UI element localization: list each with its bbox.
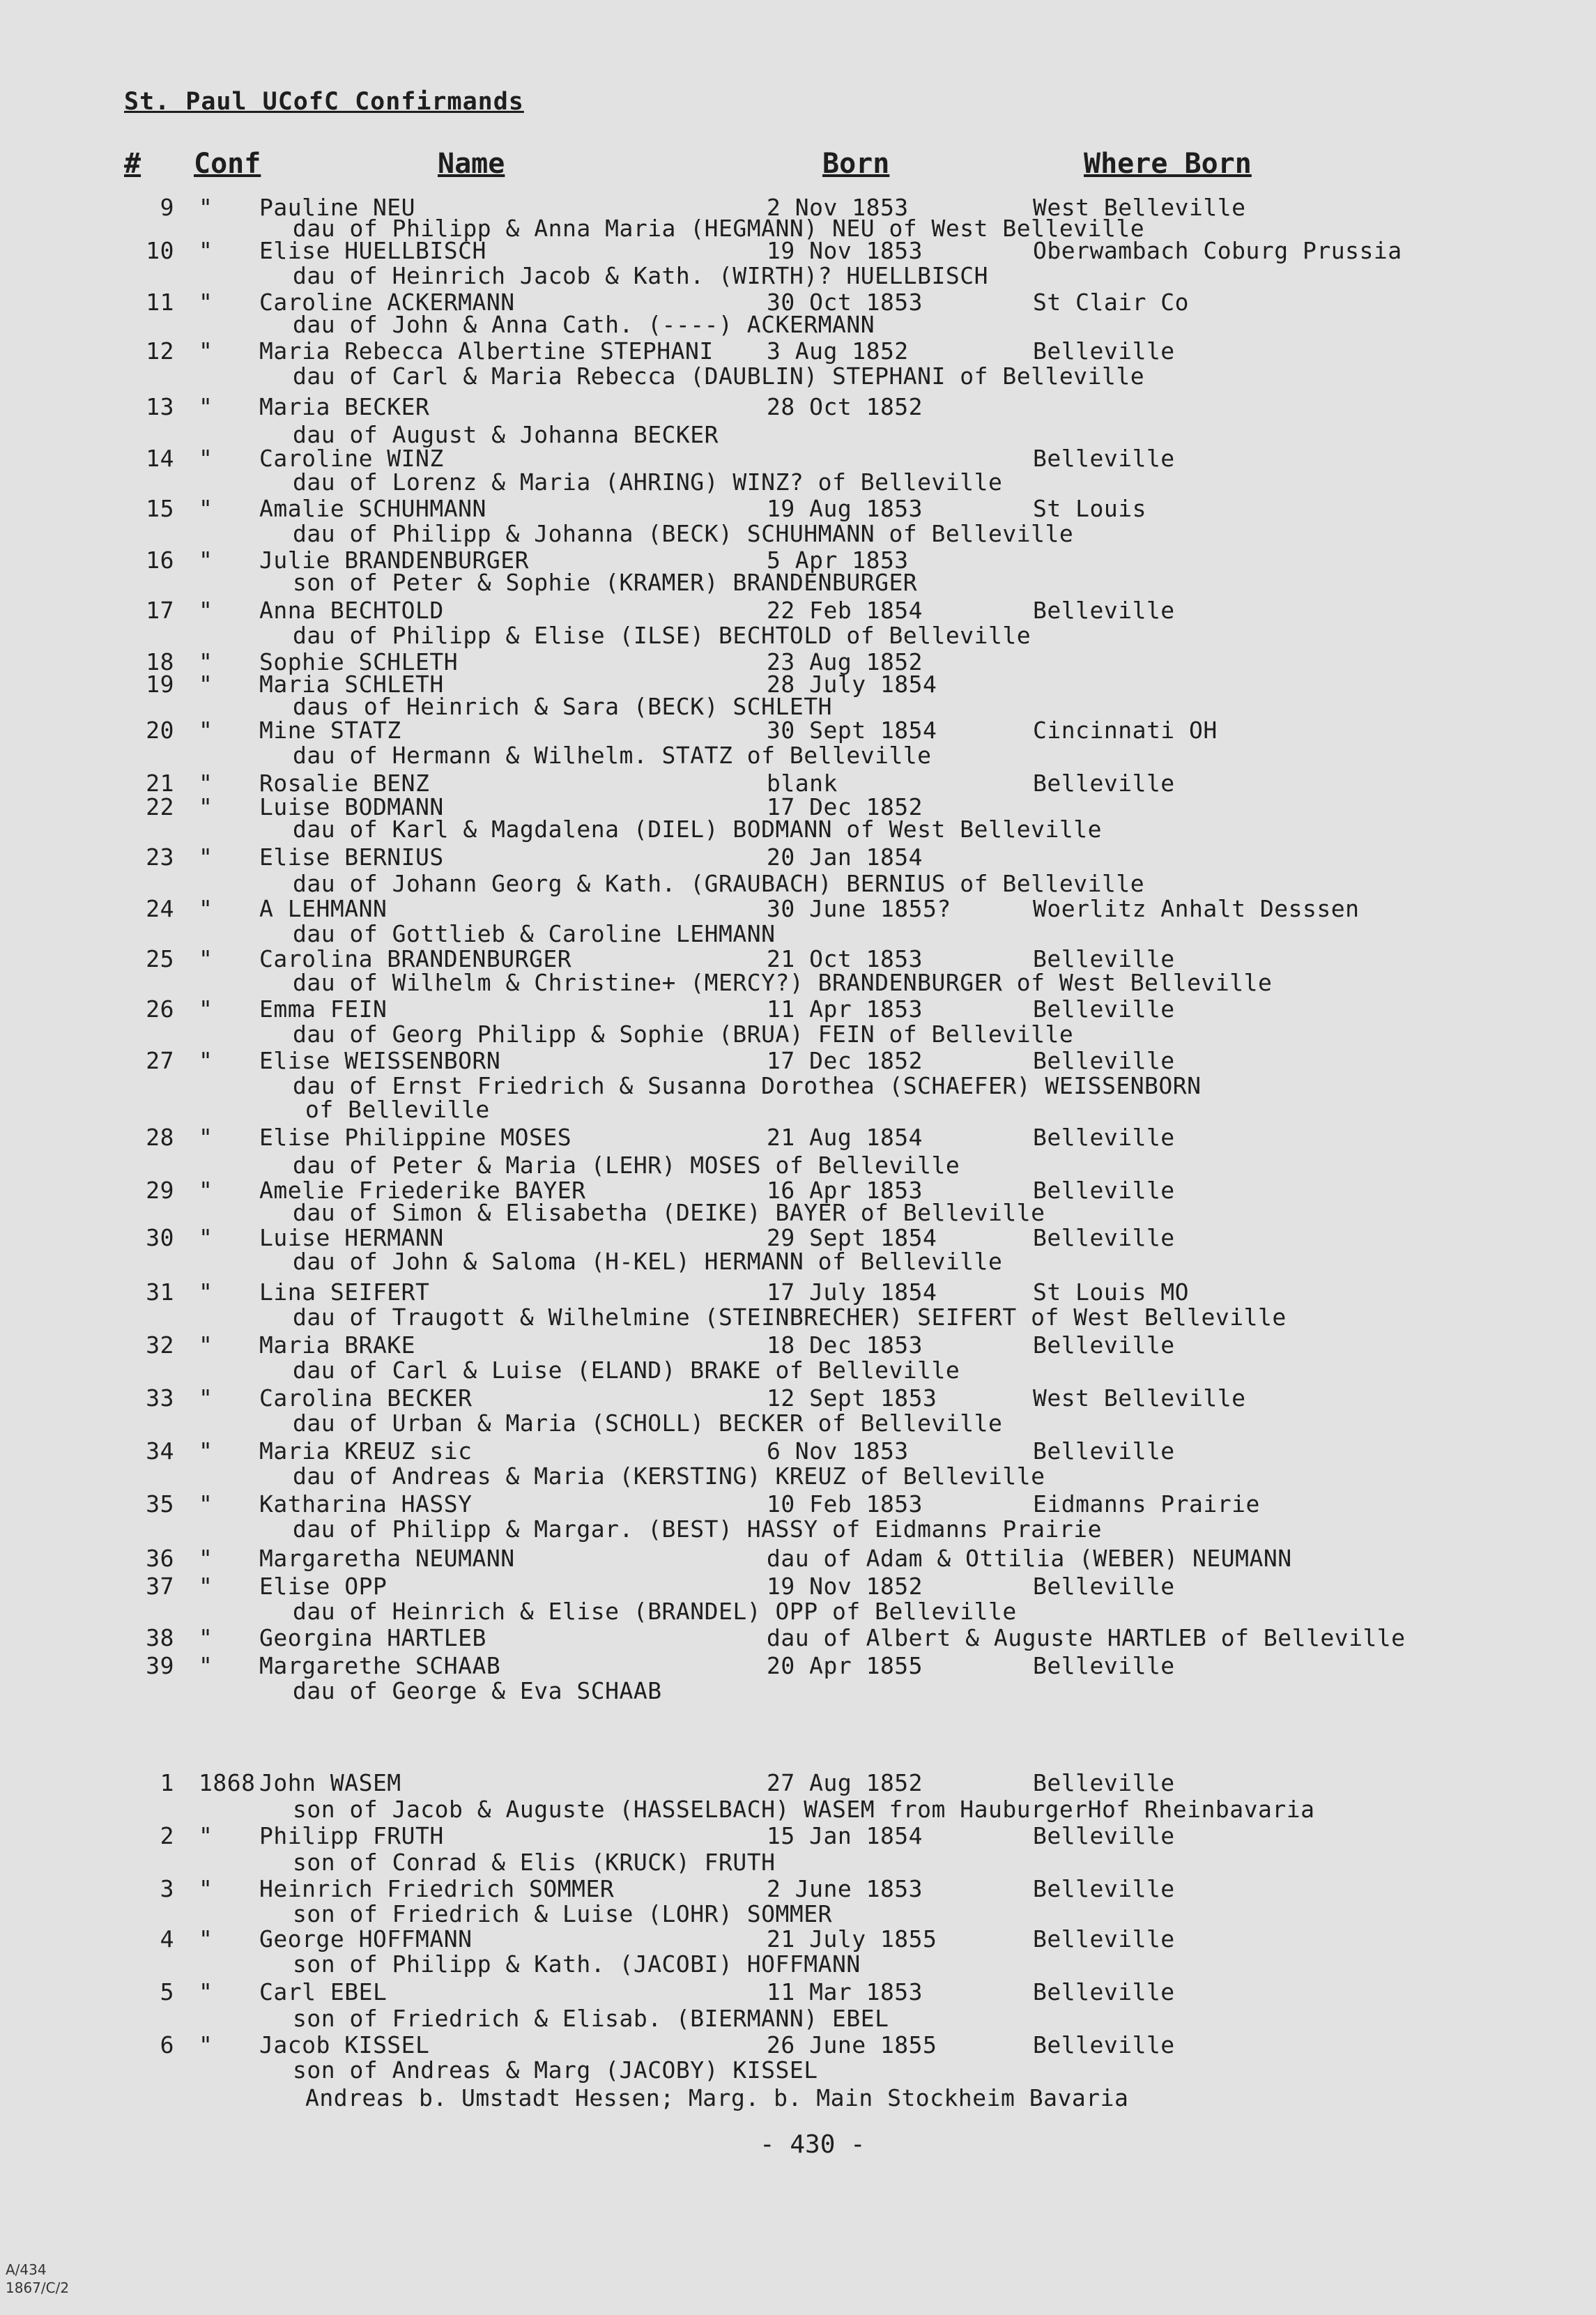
entry-where-born: St Louis — [1033, 495, 1146, 522]
entry-born: 30 Sept 1854 — [767, 717, 937, 744]
entry-born: 2 June 1853 — [767, 1875, 923, 1902]
entry-conf: " — [199, 1224, 213, 1251]
page-number: - 430 - — [760, 2130, 866, 2159]
entry-where-born: Belleville — [1033, 1573, 1175, 1600]
entry-born: 28 Oct 1852 — [767, 393, 923, 420]
entry-born: 30 Oct 1853 — [767, 289, 923, 316]
entry-conf: " — [199, 1624, 213, 1651]
entry-parents: dau of Philipp & Johanna (BECK) SCHUHMANN of Belleville — [293, 520, 1074, 547]
entry-number: 14 — [146, 445, 174, 472]
entry-conf: " — [199, 1437, 213, 1465]
header-conf: Conf — [194, 148, 261, 180]
entry-born: 2 Nov 1853 — [767, 194, 909, 221]
entry-name: Luise BODMANN — [259, 793, 444, 820]
entry-number: 1 — [160, 1769, 174, 1796]
entry-where-born: Belleville — [1033, 1047, 1175, 1074]
entry-name: Sophie SCHLETH — [259, 648, 459, 675]
entry-where-born: Belleville — [1033, 2031, 1175, 2058]
entry-born: 16 Apr 1853 — [767, 1177, 923, 1204]
entry-conf: " — [199, 1545, 213, 1572]
entry-name: George HOFFMANN — [259, 1925, 473, 1953]
entry-where-born: Cincinnati OH — [1033, 717, 1218, 744]
entry-number: 31 — [146, 1278, 174, 1306]
entry-conf: " — [199, 770, 213, 797]
entry-born: 10 Feb 1853 — [767, 1490, 923, 1518]
entry-number: 24 — [146, 895, 174, 922]
entry-born: dau of Adam & Ottilia (WEBER) NEUMANN — [767, 1545, 1292, 1572]
entry-where-born: Oberwambach Coburg Prussia — [1033, 237, 1402, 264]
entry-number: 21 — [146, 770, 174, 797]
entry-conf: " — [199, 843, 213, 871]
entry-conf: " — [199, 1822, 213, 1849]
entry-name: Carl EBEL — [259, 1978, 388, 2005]
entry-parents-continued: of Belleville — [305, 1096, 490, 1123]
entry-where-born: Belleville — [1033, 1978, 1175, 2005]
entry-parents: dau of Philipp & Margar. (BEST) HASSY of Eidmanns Prairie — [293, 1515, 1102, 1543]
entry-where-born: Belleville — [1033, 1822, 1175, 1849]
entry-parents: dau of Johann Georg & Kath. (GRAUBACH) BERNIUS of Belleville — [293, 870, 1145, 897]
entry-number: 11 — [146, 289, 174, 316]
entry-where-born: Belleville — [1033, 337, 1175, 365]
entry-conf: " — [199, 717, 213, 744]
entry-parents: dau of Georg Philipp & Sophie (BRUA) FEIN of Belleville — [293, 1021, 1074, 1048]
archive-reference-2: 1867/C/2 — [6, 2279, 70, 2296]
entry-number: 30 — [146, 1224, 174, 1251]
entry-conf: " — [199, 237, 213, 264]
entry-parents: dau of Hermann & Wilhelm. STATZ of Belleville — [293, 742, 932, 769]
entry-number: 28 — [146, 1124, 174, 1151]
page-title: St. Paul UCofC Confirmands — [124, 88, 524, 116]
entry-born: 19 Aug 1853 — [767, 495, 923, 522]
entry-conf: " — [199, 1573, 213, 1600]
entry-name: Emma FEIN — [259, 995, 388, 1023]
entry-conf: " — [199, 393, 213, 420]
entry-name: Jacob KISSEL — [259, 2031, 430, 2058]
entry-parents: dau of John & Anna Cath. (----) ACKERMANN — [293, 311, 875, 338]
entry-where-born: Belleville — [1033, 1652, 1175, 1679]
entry-parents: dau of Heinrich Jacob & Kath. (WIRTH)? HUELLBISCH — [293, 262, 989, 289]
entry-number: 19 — [146, 671, 174, 698]
entry-number: 36 — [146, 1545, 174, 1572]
entry-born: 22 Feb 1854 — [767, 597, 923, 624]
entry-conf: " — [199, 793, 213, 820]
entry-name: Elise BERNIUS — [259, 843, 444, 871]
entry-name: Pauline NEU — [259, 194, 416, 221]
entry-born: blank — [767, 770, 838, 797]
entry-conf: " — [199, 1490, 213, 1518]
entry-name: Caroline WINZ — [259, 445, 444, 472]
entry-conf: " — [199, 194, 213, 221]
entry-conf: " — [199, 289, 213, 316]
archive-reference: A/434 — [6, 2261, 47, 2278]
entry-parents: son of Friedrich & Elisab. (BIERMANN) EBEL — [293, 2005, 889, 2032]
entry-where-born: Woerlitz Anhalt Desssen — [1033, 895, 1360, 922]
entry-name: Julie BRANDENBURGER — [259, 547, 529, 574]
entry-number: 38 — [146, 1624, 174, 1651]
entry-parents: dau of Heinrich & Elise (BRANDEL) OPP of Belleville — [293, 1598, 1017, 1625]
entry-number: 23 — [146, 843, 174, 871]
entry-born: 27 Aug 1852 — [767, 1769, 923, 1796]
entry-number: 39 — [146, 1652, 174, 1679]
entry-born: 6 Nov 1853 — [767, 1437, 909, 1465]
entry-conf: " — [199, 1652, 213, 1679]
entry-parents: daus of Heinrich & Sara (BECK) SCHLETH — [293, 693, 832, 720]
entry-name: Maria Rebecca Albertine STEPHANI — [259, 337, 714, 365]
entry-born: 19 Nov 1852 — [767, 1573, 923, 1600]
entry-number: 15 — [146, 495, 174, 522]
entry-born: 17 July 1854 — [767, 1278, 937, 1306]
entry-where-born: West Belleville — [1033, 1384, 1246, 1412]
entry-name: Maria SCHLETH — [259, 671, 444, 698]
entry-conf: 1868 — [199, 1769, 256, 1796]
entry-number: 6 — [160, 2031, 174, 2058]
entry-conf: " — [199, 1331, 213, 1359]
entry-born: dau of Albert & Auguste HARTLEB of Belleville — [767, 1624, 1406, 1651]
entry-name: Amalie SCHUHMANN — [259, 495, 486, 522]
entry-where-born: Belleville — [1033, 1177, 1175, 1204]
entry-conf: " — [199, 1047, 213, 1074]
entry-parents: dau of Simon & Elisabetha (DEIKE) BAYER of Belleville — [293, 1199, 1045, 1226]
entry-where-born: Belleville — [1033, 1124, 1175, 1151]
entry-born: 11 Apr 1853 — [767, 995, 923, 1023]
entry-born: 12 Sept 1853 — [767, 1384, 937, 1412]
entry-name: Rosalie BENZ — [259, 770, 430, 797]
entry-parents: son of Peter & Sophie (KRAMER) BRANDENBURGER — [293, 569, 918, 596]
entry-name: A LEHMANN — [259, 895, 388, 922]
entry-parents: son of Philipp & Kath. (JACOBI) HOFFMANN — [293, 1950, 861, 1978]
entry-parents-continued: Andreas b. Umstadt Hessen; Marg. b. Main Stockheim Bavaria — [305, 2084, 1129, 2111]
entry-where-born: Belleville — [1033, 445, 1175, 472]
entry-number: 33 — [146, 1384, 174, 1412]
entry-name: Heinrich Friedrich SOMMER — [259, 1875, 615, 1902]
entry-conf: " — [199, 1384, 213, 1412]
entry-where-born: Belleville — [1033, 945, 1175, 972]
entry-parents: dau of Andreas & Maria (KERSTING) KREUZ of Belleville — [293, 1462, 1045, 1490]
entry-number: 2 — [160, 1822, 174, 1849]
entry-number: 27 — [146, 1047, 174, 1074]
entry-born: 21 July 1855 — [767, 1925, 937, 1953]
entry-conf: " — [199, 2031, 213, 2058]
entry-name: Caroline ACKERMANN — [259, 289, 515, 316]
entry-parents: dau of Traugott & Wilhelmine (STEINBRECHER) SEIFERT of West Belleville — [293, 1304, 1287, 1331]
header-where-born: Where Born — [1084, 148, 1252, 180]
entry-parents: dau of Philipp & Elise (ILSE) BECHTOLD of Belleville — [293, 622, 1031, 649]
entry-conf: " — [199, 1925, 213, 1953]
entry-number: 18 — [146, 648, 174, 675]
entry-conf: " — [199, 671, 213, 698]
entry-parents: dau of Carl & Maria Rebecca (DAUBLIN) STEPHANI of Belleville — [293, 362, 1145, 390]
entry-parents: dau of August & Johanna BECKER — [293, 421, 719, 448]
entry-number: 29 — [146, 1177, 174, 1204]
entry-number: 4 — [160, 1925, 174, 1953]
entry-number: 35 — [146, 1490, 174, 1518]
entry-number: 16 — [146, 547, 174, 574]
entry-born: 15 Jan 1854 — [767, 1822, 923, 1849]
entry-parents: son of Jacob & Auguste (HASSELBACH) WASEM from HauburgerHof Rheinbavaria — [293, 1796, 1315, 1823]
header-name: Name — [438, 148, 505, 180]
entry-born: 5 Apr 1853 — [767, 547, 909, 574]
entry-name: Luise HERMANN — [259, 1224, 444, 1251]
entry-conf: " — [199, 895, 213, 922]
entry-conf: " — [199, 597, 213, 624]
entry-where-born: Belleville — [1033, 1224, 1175, 1251]
entry-conf: " — [199, 945, 213, 972]
entry-born: 23 Aug 1852 — [767, 648, 923, 675]
entry-name: Margaretha NEUMANN — [259, 1545, 515, 1572]
entry-number: 26 — [146, 995, 174, 1023]
header-born: Born — [822, 148, 890, 180]
entry-parents: son of Andreas & Marg (JACOBY) KISSEL — [293, 2056, 818, 2084]
entry-born: 21 Aug 1854 — [767, 1124, 923, 1151]
entry-born: 17 Dec 1852 — [767, 793, 923, 820]
entry-born: 28 July 1854 — [767, 671, 937, 698]
entry-name: Maria KREUZ sic — [259, 1437, 473, 1465]
entry-parents: dau of George & Eva SCHAAB — [293, 1677, 662, 1704]
entry-where-born: Belleville — [1033, 1875, 1175, 1902]
entry-name: John WASEM — [259, 1769, 401, 1796]
entry-born: 18 Dec 1853 — [767, 1331, 923, 1359]
entry-where-born: Belleville — [1033, 995, 1175, 1023]
header-number: # — [124, 148, 141, 180]
entry-name: Maria BECKER — [259, 393, 430, 420]
entry-parents: dau of Urban & Maria (SCHOLL) BECKER of Belleville — [293, 1409, 1003, 1437]
entry-parents: dau of Gottlieb & Caroline LEHMANN — [293, 920, 776, 947]
entry-parents: dau of Ernst Friedrich & Susanna Dorothea (SCHAEFER) WEISSENBORN — [293, 1072, 1202, 1099]
entry-name: Elise OPP — [259, 1573, 388, 1600]
entry-born: 19 Nov 1853 — [767, 237, 923, 264]
entry-name: Lina SEIFERT — [259, 1278, 430, 1306]
entry-born: 20 Apr 1855 — [767, 1652, 923, 1679]
entry-parents: dau of Peter & Maria (LEHR) MOSES of Belleville — [293, 1152, 960, 1179]
entry-conf: " — [199, 1278, 213, 1306]
entry-where-born: Belleville — [1033, 1331, 1175, 1359]
entry-conf: " — [199, 1978, 213, 2005]
entry-where-born: Belleville — [1033, 597, 1175, 624]
entry-parents: dau of Carl & Luise (ELAND) BRAKE of Belleville — [293, 1357, 960, 1384]
entry-parents: dau of John & Saloma (H-KEL) HERMANN of Belleville — [293, 1248, 1003, 1275]
entry-parents: son of Conrad & Elis (KRUCK) FRUTH — [293, 1849, 776, 1876]
entry-where-born: Eidmanns Prairie — [1033, 1490, 1260, 1518]
entry-conf: " — [199, 1177, 213, 1204]
entry-name: Amelie Friederike BAYER — [259, 1177, 586, 1204]
entry-born: 11 Mar 1853 — [767, 1978, 923, 2005]
entry-where-born: Belleville — [1033, 1437, 1175, 1465]
entry-number: 34 — [146, 1437, 174, 1465]
entry-number: 25 — [146, 945, 174, 972]
entry-number: 9 — [160, 194, 174, 221]
entry-conf: " — [199, 995, 213, 1023]
entry-number: 20 — [146, 717, 174, 744]
entry-name: Elise WEISSENBORN — [259, 1047, 501, 1074]
entry-name: Carolina BECKER — [259, 1384, 473, 1412]
entry-parents: dau of Philipp & Anna Maria (HEGMANN) NEU of West Belleville — [293, 215, 1145, 242]
entry-name: Maria BRAKE — [259, 1331, 416, 1359]
entry-born: 3 Aug 1852 — [767, 337, 909, 365]
entry-parents: dau of Wilhelm & Christine+ (MERCY?) BRANDENBURGER of West Belleville — [293, 969, 1273, 996]
entry-where-born: Belleville — [1033, 770, 1175, 797]
entry-conf: " — [199, 648, 213, 675]
entry-name: Carolina BRANDENBURGER — [259, 945, 572, 972]
entry-name: Anna BECHTOLD — [259, 597, 444, 624]
entry-conf: " — [199, 547, 213, 574]
entry-where-born: St Clair Co — [1033, 289, 1190, 316]
entry-born: 29 Sept 1854 — [767, 1224, 937, 1251]
entry-parents: dau of Lorenz & Maria (AHRING) WINZ? of Belleville — [293, 468, 1003, 496]
entry-name: Philipp FRUTH — [259, 1822, 444, 1849]
entry-name: Katharina HASSY — [259, 1490, 473, 1518]
entry-where-born: Belleville — [1033, 1769, 1175, 1796]
entry-name: Margarethe SCHAAB — [259, 1652, 501, 1679]
entry-number: 37 — [146, 1573, 174, 1600]
entry-number: 22 — [146, 793, 174, 820]
entry-name: Mine STATZ — [259, 717, 401, 744]
entry-conf: " — [199, 1124, 213, 1151]
entry-where-born: Belleville — [1033, 1925, 1175, 1953]
entry-number: 12 — [146, 337, 174, 365]
entry-number: 10 — [146, 237, 174, 264]
entry-conf: " — [199, 337, 213, 365]
entry-number: 5 — [160, 1978, 174, 2005]
entry-name: Elise HUELLBISCH — [259, 237, 486, 264]
entry-born: 21 Oct 1853 — [767, 945, 923, 972]
entry-born: 17 Dec 1852 — [767, 1047, 923, 1074]
entry-born: 20 Jan 1854 — [767, 843, 923, 871]
entry-name: Georgina HARTLEB — [259, 1624, 486, 1651]
entry-conf: " — [199, 445, 213, 472]
entry-conf: " — [199, 1875, 213, 1902]
entry-where-born: West Belleville — [1033, 194, 1246, 221]
entry-number: 17 — [146, 597, 174, 624]
entry-born: 26 June 1855 — [767, 2031, 937, 2058]
entry-name: Elise Philippine MOSES — [259, 1124, 572, 1151]
entry-born: 30 June 1855? — [767, 895, 951, 922]
entry-number: 13 — [146, 393, 174, 420]
entry-conf: " — [199, 495, 213, 522]
entry-parents: son of Friedrich & Luise (LOHR) SOMMER — [293, 1900, 832, 1927]
entry-where-born: St Louis MO — [1033, 1278, 1190, 1306]
entry-number: 32 — [146, 1331, 174, 1359]
entry-parents: dau of Karl & Magdalena (DIEL) BODMANN of West Belleville — [293, 816, 1102, 843]
entry-number: 3 — [160, 1875, 174, 1902]
